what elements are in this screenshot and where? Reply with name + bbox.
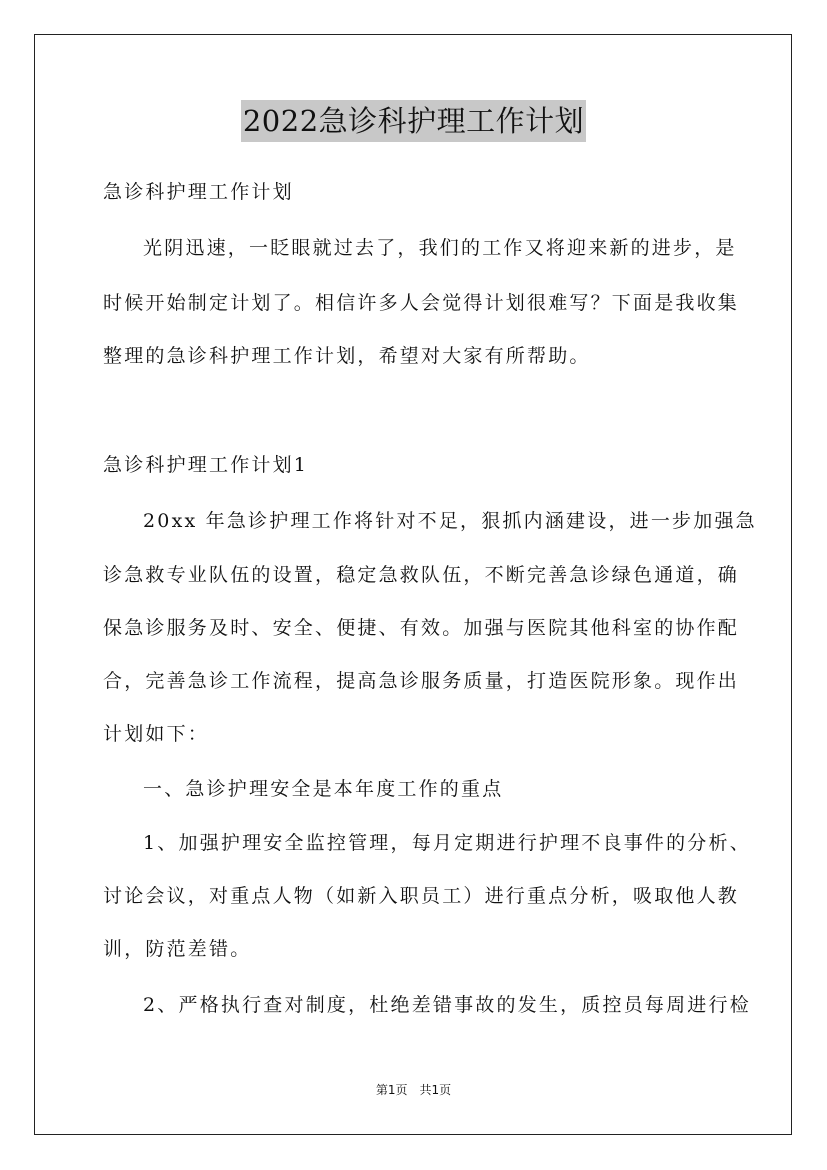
intro-line: 光阴迅速，一眨眼就过去了，我们的工作又将迎来新的进步，是: [143, 237, 737, 259]
intro-line: 整理的急诊科护理工作计划，希望对大家有所帮助。: [103, 345, 591, 367]
subtitle: 急诊科护理工作计划: [103, 181, 294, 203]
section-body-line: 诊急救专业队伍的设置，稳定急救队伍，不断完善急诊绿色通道，确: [103, 564, 740, 586]
section-body-line: 20xx 年急诊护理工作将针对不足，狠抓内涵建设，进一步加强急: [143, 510, 757, 532]
title-container: [0, 100, 827, 142]
page-footer: 第1页 共1页: [375, 1083, 452, 1097]
item-1-line: 训，防范差错。: [103, 938, 252, 960]
section-body-line: 保急诊服务及时、安全、便捷、有效。加强与医院其他科室的协作配: [103, 617, 740, 639]
document-title: 2022急诊科护理工作计划: [241, 100, 586, 142]
heading-1: 一、急诊护理安全是本年度工作的重点: [143, 778, 504, 800]
section-title: 急诊科护理工作计划1: [103, 454, 309, 476]
item-1-line: 讨论会议，对重点人物（如新入职员工）进行重点分析，吸取他人教: [103, 885, 740, 907]
item-1-line: 1、加强护理安全监控管理，每月定期进行护理不良事件的分析、: [143, 832, 751, 854]
section-body-line: 合，完善急诊工作流程，提高急诊服务质量，打造医院形象。现作出: [103, 670, 740, 692]
intro-line: 时候开始制定计划了。相信许多人会觉得计划很难写？下面是我收集: [103, 292, 740, 314]
item-2-line: 2、严格执行查对制度，杜绝差错事故的发生，质控员每周进行检: [143, 994, 751, 1016]
section-body-line: 计划如下：: [103, 723, 210, 745]
